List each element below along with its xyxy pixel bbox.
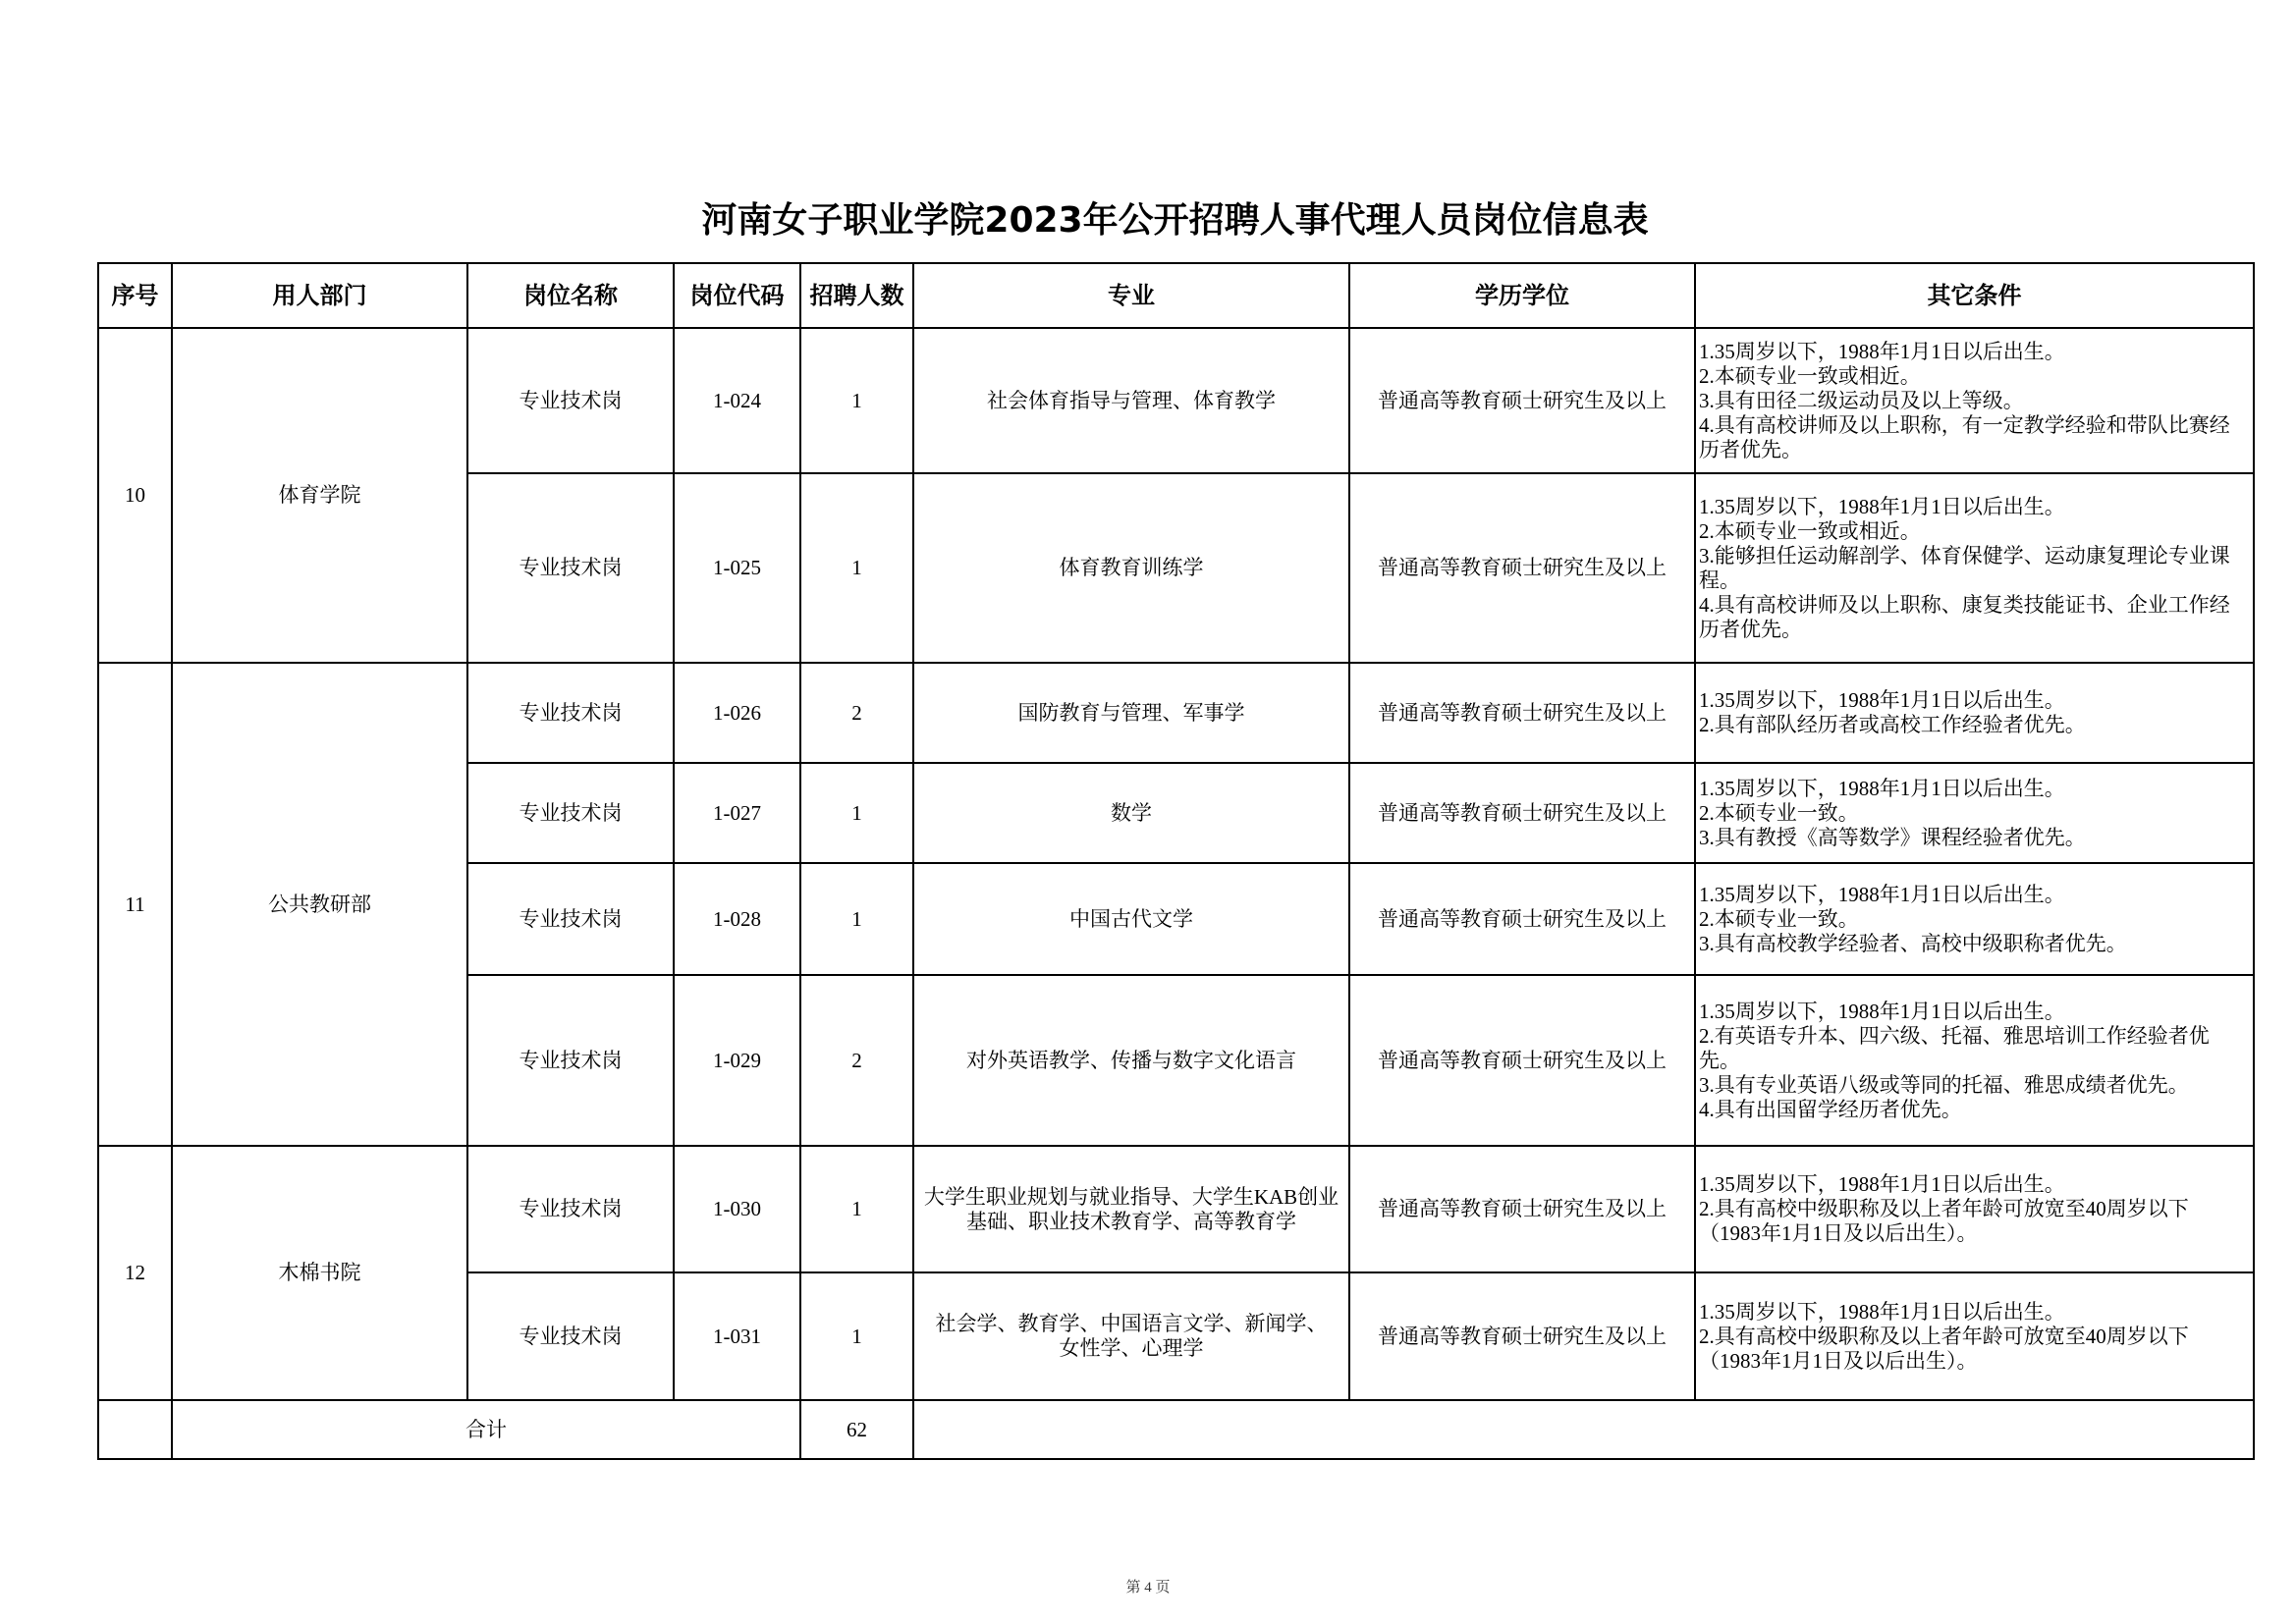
major-cell: 大学生职业规划与就业指导、大学生KAB创业基础、职业技术教育学、高等教育学 (913, 1146, 1349, 1272)
degree-cell: 普通高等教育硕士研究生及以上 (1349, 663, 1695, 763)
major-cell: 社会学、教育学、中国语言文学、新闻学、女性学、心理学 (913, 1272, 1349, 1400)
total-count-cell: 62 (800, 1400, 913, 1459)
position-code-cell: 1-028 (674, 863, 800, 975)
position-code-cell: 1-025 (674, 473, 800, 663)
total-row (98, 1400, 2254, 1459)
recruit-count-cell: 1 (800, 763, 913, 863)
position-code-cell: 1-030 (674, 1146, 800, 1272)
position-code-cell: 1-024 (674, 328, 800, 473)
condition-line: 3.具有高校教学经验者、高校中级职称者优先。 (1699, 931, 2127, 955)
header-other-conditions: 其它条件 (1695, 263, 2254, 328)
major-cell: 中国古代文学 (913, 863, 1349, 975)
header-degree: 学历学位 (1349, 263, 1695, 328)
condition-line: 2.本硕专业一致或相近。 (1699, 518, 1921, 543)
condition-line: 2.本硕专业一致。 (1699, 800, 1859, 825)
condition-line: 1.35周岁以下，1988年1月1日以后出生。 (1699, 1299, 2065, 1324)
degree-cell: 普通高等教育硕士研究生及以上 (1349, 863, 1695, 975)
condition-line: 2.具有部队经历者或高校工作经验者优先。 (1699, 713, 2086, 736)
position-name-cell: 专业技术岗 (467, 1146, 674, 1272)
total-seq-cell (98, 1400, 172, 1459)
page-title: 河南女子职业学院2023年公开招聘人事代理人员岗位信息表 (701, 200, 1649, 241)
conditions-cell (1695, 763, 2254, 863)
major-cell: 社会体育指导与管理、体育教学 (913, 328, 1349, 473)
recruit-count-cell: 1 (800, 328, 913, 473)
condition-line: 1.35周岁以下，1988年1月1日以后出生。 (1699, 1172, 2065, 1196)
department-cell: 公共教研部 (172, 663, 467, 1146)
recruit-count-cell: 1 (800, 1272, 913, 1400)
position-name-cell: 专业技术岗 (467, 1272, 674, 1400)
position-code-cell: 1-029 (674, 975, 800, 1146)
recruit-count-cell: 1 (800, 1146, 913, 1272)
position-name-cell: 专业技术岗 (467, 975, 674, 1146)
condition-line: 3.具有田径二级运动员及以上等级。 (1699, 388, 2024, 412)
position-name-cell: 专业技术岗 (467, 763, 674, 863)
table-header-row (98, 263, 2254, 328)
condition-line: 1.35周岁以下，1988年1月1日以后出生。 (1699, 882, 2065, 906)
major-cell: 体育教育训练学 (913, 473, 1349, 663)
table-row (98, 663, 2254, 763)
recruit-count-cell: 2 (800, 975, 913, 1146)
recruit-count-cell: 1 (800, 473, 913, 663)
condition-line: 4.具有高校讲师及以上职称、康复类技能证书、企业工作经历者优先。 (1699, 592, 2230, 641)
condition-line: 1.35周岁以下，1988年1月1日以后出生。 (1699, 494, 2065, 518)
condition-line: 1.35周岁以下，1988年1月1日以后出生。 (1699, 776, 2065, 800)
condition-line: 1.35周岁以下，1988年1月1日以后出生。 (1699, 339, 2065, 363)
degree-cell: 普通高等教育硕士研究生及以上 (1349, 1272, 1695, 1400)
condition-line: 3.具有教授《高等数学》课程经验者优先。 (1699, 825, 2086, 849)
condition-line: 2.具有高校中级职称及以上者年龄可放宽至40周岁以下（1983年1月1日及以后出生）。 (1699, 1324, 2189, 1373)
header-recruit-count: 招聘人数 (800, 263, 913, 328)
total-label-cell: 合计 (172, 1400, 800, 1459)
position-code-cell: 1-027 (674, 763, 800, 863)
header-position-name: 岗位名称 (467, 263, 674, 328)
position-name-cell: 专业技术岗 (467, 328, 674, 473)
conditions-cell (1695, 1146, 2254, 1272)
conditions-cell (1695, 328, 2254, 473)
major-cell: 对外英语教学、传播与数字文化语言 (913, 975, 1349, 1146)
condition-line: 4.具有高校讲师及以上职称，有一定教学经验和带队比赛经历者优先。 (1699, 412, 2230, 461)
degree-cell: 普通高等教育硕士研究生及以上 (1349, 763, 1695, 863)
seq-cell: 10 (98, 328, 172, 663)
header-department: 用人部门 (172, 263, 467, 328)
recruit-count-cell: 1 (800, 863, 913, 975)
condition-line: 2.具有高校中级职称及以上者年龄可放宽至40周岁以下（1983年1月1日及以后出生）。 (1699, 1197, 2189, 1245)
condition-line: 2.本硕专业一致或相近。 (1699, 363, 1921, 388)
major-cell: 数学 (913, 763, 1349, 863)
department-cell: 体育学院 (172, 328, 467, 663)
degree-cell: 普通高等教育硕士研究生及以上 (1349, 1146, 1695, 1272)
conditions-cell (1695, 473, 2254, 663)
condition-line: 2.有英语专升本、四六级、托福、雅思培训工作经验者优先。 (1699, 1023, 2210, 1072)
condition-line: 4.具有出国留学经历者优先。 (1699, 1097, 1962, 1121)
degree-cell: 普通高等教育硕士研究生及以上 (1349, 473, 1695, 663)
condition-line: 3.能够担任运动解剖学、体育保健学、运动康复理论专业课程。 (1699, 543, 2230, 592)
recruitment-info-table (97, 262, 2255, 1460)
conditions-cell (1695, 975, 2254, 1146)
recruit-count-cell: 2 (800, 663, 913, 763)
degree-cell: 普通高等教育硕士研究生及以上 (1349, 328, 1695, 473)
conditions-cell (1695, 1272, 2254, 1400)
major-cell: 国防教育与管理、军事学 (913, 663, 1349, 763)
table-row (98, 328, 2254, 473)
condition-line: 3.具有专业英语八级或等同的托福、雅思成绩者优先。 (1699, 1072, 2189, 1097)
condition-line: 1.35周岁以下，1988年1月1日以后出生。 (1699, 688, 2065, 712)
conditions-cell (1695, 663, 2254, 763)
condition-line: 1.35周岁以下，1988年1月1日以后出生。 (1699, 999, 2065, 1023)
header-seq: 序号 (98, 263, 172, 328)
page-number: 第 4 页 (1125, 1580, 1171, 1596)
position-name-cell: 专业技术岗 (467, 473, 674, 663)
condition-line: 2.本硕专业一致。 (1699, 906, 1859, 931)
position-code-cell: 1-031 (674, 1272, 800, 1400)
total-blank-cell (913, 1400, 2254, 1459)
seq-cell: 12 (98, 1146, 172, 1400)
position-name-cell: 专业技术岗 (467, 663, 674, 763)
header-position-code: 岗位代码 (674, 263, 800, 328)
department-cell: 木棉书院 (172, 1146, 467, 1400)
seq-cell: 11 (98, 663, 172, 1146)
position-code-cell: 1-026 (674, 663, 800, 763)
degree-cell: 普通高等教育硕士研究生及以上 (1349, 975, 1695, 1146)
header-major: 专业 (913, 263, 1349, 328)
position-name-cell: 专业技术岗 (467, 863, 674, 975)
table-row (98, 1146, 2254, 1272)
conditions-cell (1695, 863, 2254, 975)
